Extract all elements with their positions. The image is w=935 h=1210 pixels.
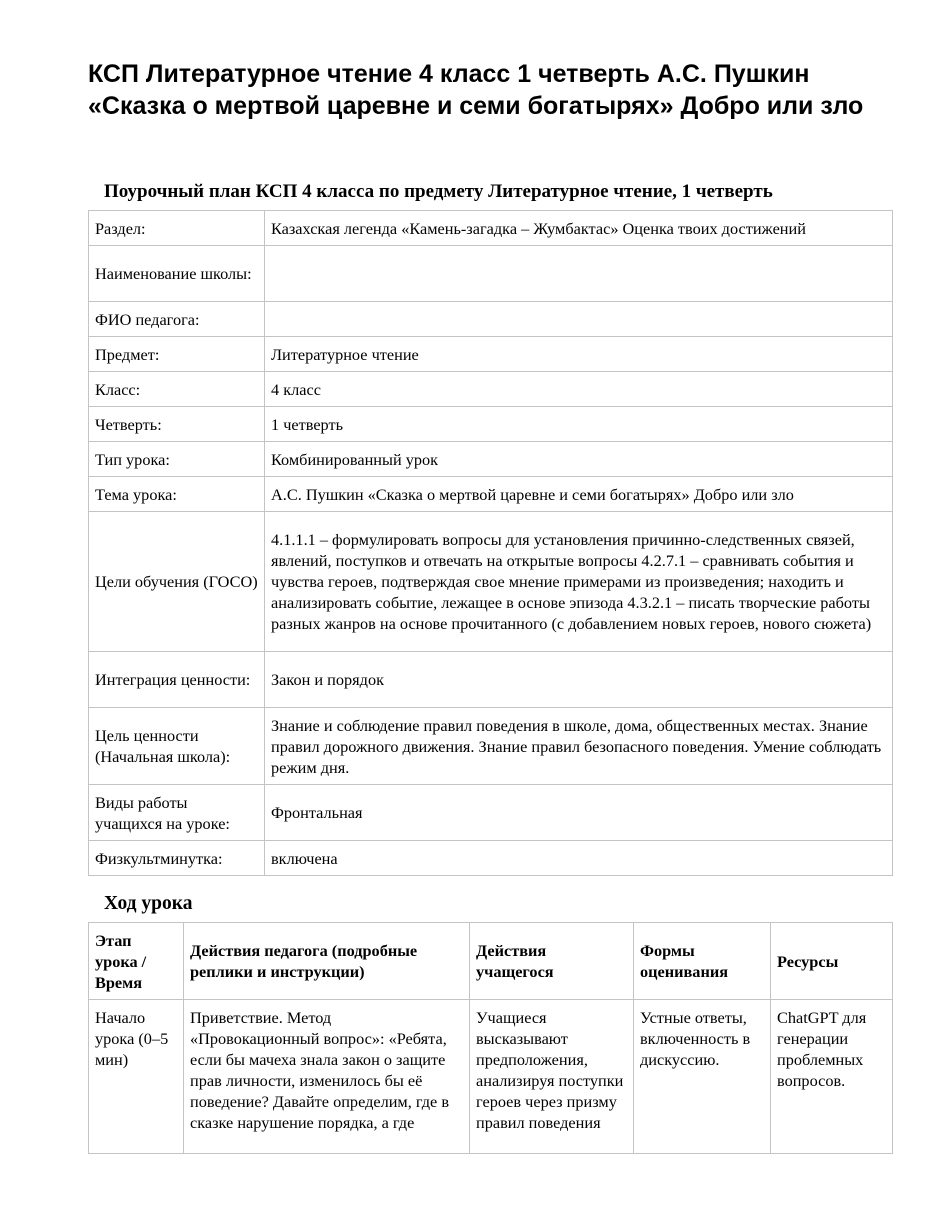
info-row-grade <box>89 372 893 407</box>
info-row-lesson-type <box>89 442 893 477</box>
info-label: Физкультминутка: <box>89 841 265 876</box>
info-label: Раздел: <box>89 211 265 246</box>
info-label: Четверть: <box>89 407 265 442</box>
info-label: Наименование школы: <box>89 246 265 302</box>
info-row-teacher <box>89 302 893 337</box>
stage-cell <box>89 1000 184 1154</box>
info-row-work-types <box>89 785 893 841</box>
info-row-physical-break <box>89 841 893 876</box>
process-row-start <box>89 1000 893 1154</box>
lesson-info-table <box>88 210 893 876</box>
info-value: Литературное чтение <box>265 337 893 372</box>
info-value: 4.1.1.1 – формулировать вопросы для установления причинно-следственных связей, явлений, поступков и отвечать на открытые вопросы 4.2.7.1 – сравнивать события и чувства героев, подтверждая свое мнение примерами из произведения; находить и анализировать событие, лежащее в основе эпизода 4.3.2.1 – писать творческие работы разных жанров на основе прочитанного (с добавлением новых героев, нового сюжета) <box>265 512 893 652</box>
info-value: Фронтальная <box>265 785 893 841</box>
info-value: Знание и соблюдение правил поведения в школе, дома, общественных местах. Знание правил дорожного движения. Знание правил безопасного поведения. Умение соблюдать режим дня. <box>265 708 893 785</box>
header-stage: Этап урока / Время <box>89 923 184 1000</box>
student-actions-text: Учащиеся высказывают предположения, анализируя поступки героев через призму правил поведения <box>476 1008 624 1132</box>
header-assessment: Формы оценивания <box>634 923 771 1000</box>
info-row-quarter <box>89 407 893 442</box>
info-row-school <box>89 246 893 302</box>
info-value <box>265 246 893 302</box>
header-teacher-actions: Действия педагога (подробные реплики и инструкции) <box>184 923 470 1000</box>
stage-text: Начало урока (0–5 мин) <box>95 1008 169 1069</box>
info-row-section <box>89 211 893 246</box>
info-row-value-goal <box>89 708 893 785</box>
resources-text: ChatGPT для генерации проблемных вопросов. <box>777 1008 867 1090</box>
info-value: 4 класс <box>265 372 893 407</box>
info-value: А.С. Пушкин «Сказка о мертвой царевне и семи богатырях» Добро или зло <box>265 477 893 512</box>
info-value: Казахская легенда «Камень-загадка – Жумбактас» Оценка твоих достижений <box>265 211 893 246</box>
info-label: Виды работы учащихся на уроке: <box>89 785 265 841</box>
header-resources: Ресурсы <box>771 923 893 1000</box>
info-label: Тип урока: <box>89 442 265 477</box>
info-value: включена <box>265 841 893 876</box>
info-row-subject <box>89 337 893 372</box>
info-label: Класс: <box>89 372 265 407</box>
teacher-actions-cell <box>184 1000 470 1154</box>
info-row-learning-goals <box>89 512 893 652</box>
info-value: Комбинированный урок <box>265 442 893 477</box>
process-header-row <box>89 923 893 1000</box>
info-label: Тема урока: <box>89 477 265 512</box>
info-label: Интеграция ценности: <box>89 652 265 708</box>
lesson-process-table <box>88 922 893 1154</box>
info-value: 1 четверть <box>265 407 893 442</box>
info-label: Предмет: <box>89 337 265 372</box>
resources-cell <box>771 1000 893 1154</box>
info-value: Закон и порядок <box>265 652 893 708</box>
info-row-topic <box>89 477 893 512</box>
header-student-actions: Действия учащегося <box>470 923 634 1000</box>
info-label: ФИО педагога: <box>89 302 265 337</box>
info-label: Цели обучения (ГОСО) <box>89 512 265 652</box>
lesson-process-heading: Ход урока <box>104 893 193 914</box>
info-row-value-integration <box>89 652 893 708</box>
student-actions-cell <box>470 1000 634 1154</box>
info-label: Цель ценности (Начальная школа): <box>89 708 265 785</box>
info-value <box>265 302 893 337</box>
plan-heading: Поурочный план КСП 4 класса по предмету Литературное чтение, 1 четверть <box>104 181 773 202</box>
teacher-actions-text: Приветствие. Метод «Провокационный вопрос»: «Ребята, если бы мачеха знала закон о защите прав личности, изменилось бы её поведение? Давайте определим, где в сказке нарушение порядка, а где <box>190 1008 450 1132</box>
assessment-text: Устные ответы, включенность в дискуссию. <box>640 1008 751 1069</box>
document-title: КСП Литературное чтение 4 класс 1 четверть А.С. Пушкин «Сказка о мертвой царевне и семи богатырях» Добро или зло <box>88 60 864 120</box>
assessment-cell <box>634 1000 771 1154</box>
